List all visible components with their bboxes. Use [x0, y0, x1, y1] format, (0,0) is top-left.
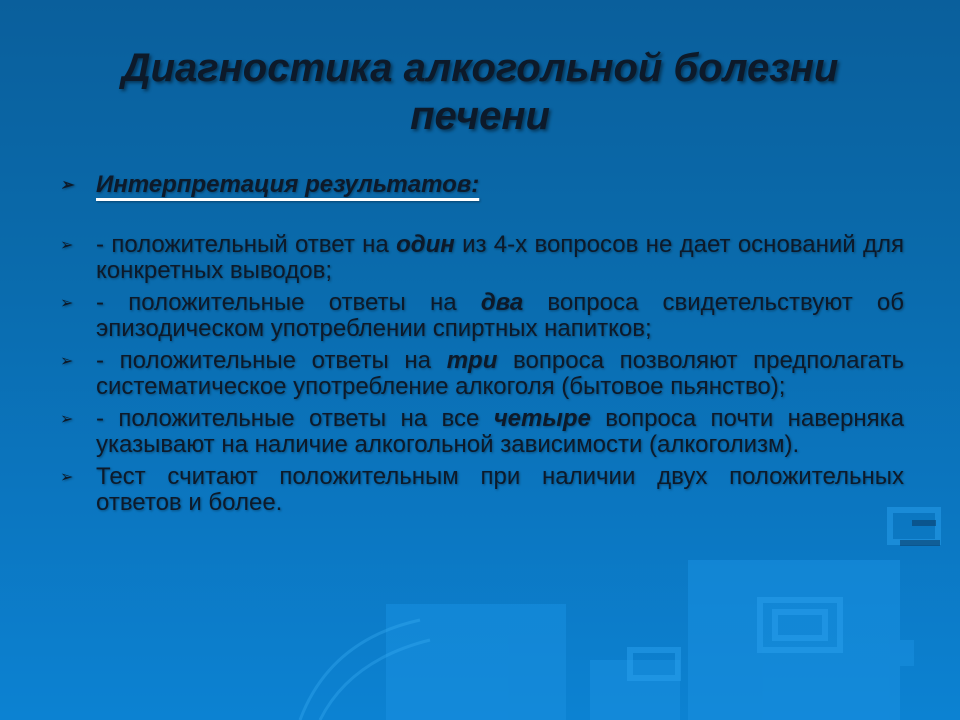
slide-title: Диагностика алкогольной болезни печени — [121, 46, 839, 138]
heading-label: Интерпретация результатов: — [96, 171, 480, 198]
list-item — [58, 464, 904, 516]
item-emphasis: четыре — [493, 405, 591, 432]
arrow-bullet-icon: ➢ — [60, 237, 74, 254]
item-text: вопроса позволяют предполагать систематическое употребление алкоголя (бытовое пьянство); — [96, 347, 904, 400]
arrow-bullet-icon: ➢ — [60, 353, 74, 370]
item-text: Тест считают положительным при наличии двух положительных ответов и более. — [96, 463, 904, 516]
item-text: из 4-х вопросов не дает оснований для конкретных выводов; — [96, 231, 905, 284]
item-text: - положительные ответы на — [96, 347, 447, 374]
item-emphasis: два — [480, 289, 524, 316]
item-text: - положительный ответ на — [96, 231, 397, 258]
interpretation-list — [58, 172, 904, 516]
item-text: вопроса свидетельствуют об эпизодическом употреблении спиртных напитков; — [96, 289, 904, 342]
arrow-bullet-icon: ➢ — [60, 177, 74, 194]
item-emphasis: один — [396, 231, 455, 258]
item-emphasis: три — [446, 347, 498, 374]
list-item — [58, 232, 904, 284]
list-item — [58, 348, 904, 400]
list-item — [58, 290, 904, 342]
item-text: - положительные ответы на — [96, 289, 481, 316]
arrow-bullet-icon: ➢ — [60, 469, 74, 486]
arrow-bullet-icon: ➢ — [60, 295, 74, 312]
list-item-heading — [58, 172, 904, 198]
list-item — [58, 406, 904, 458]
item-text: - положительные ответы на все — [96, 405, 494, 432]
arrow-bullet-icon: ➢ — [60, 411, 74, 428]
item-text: вопроса почти наверняка указывают на наличие алкогольной зависимости (алкоголизм). — [96, 405, 905, 458]
